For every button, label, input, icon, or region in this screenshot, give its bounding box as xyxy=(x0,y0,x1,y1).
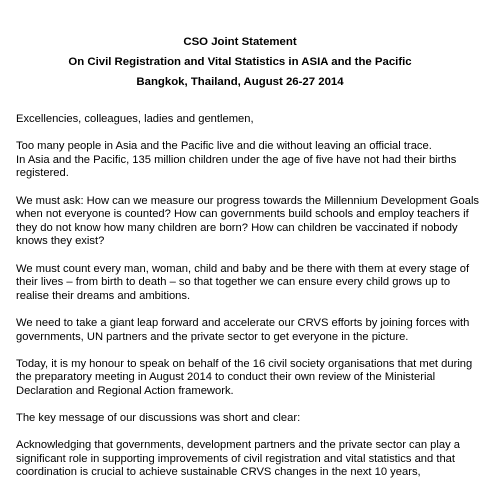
paragraph-key-message xyxy=(16,412,478,426)
text-line: registered. xyxy=(16,167,69,180)
paragraph-official-trace xyxy=(16,140,478,181)
text-line: significant role in supporting improvements of civil registration and vital statistics and that xyxy=(16,452,456,465)
subtitle-line: On Civil Registration and Vital Statistics in ASIA and the Pacific xyxy=(68,56,412,68)
paragraph-acknowledging xyxy=(16,439,478,480)
text-line: governments, UN partners and the private sector to get everyone in the picture. xyxy=(16,330,409,343)
text-line: We must count every man, woman, child and baby and be there with them at every stage of xyxy=(16,262,470,275)
text-line: coordination is crucial to achieve sustainable CRVS changes in the next 10 years, xyxy=(16,466,421,479)
document-title xyxy=(0,32,480,92)
location-date-line: Bangkok, Thailand, August 26-27 2014 xyxy=(136,76,344,88)
text-line: Acknowledging that governments, development partners and the private sector can play a xyxy=(16,439,461,452)
text-line: when not everyone is counted? How can governments build schools and employ teachers if xyxy=(16,208,469,221)
text-line: In Asia and the Pacific, 135 million children under the age of five have not had their births xyxy=(16,153,457,166)
paragraph-today xyxy=(16,358,478,399)
paragraph-giant-leap xyxy=(16,317,478,344)
paragraph-we-must-ask xyxy=(16,195,478,249)
paragraph-salutation xyxy=(16,113,478,127)
text-line: Excellencies, colleagues, ladies and gentlemen, xyxy=(16,113,254,125)
text-line: they do not know how many children are born? How can children be vaccinated if nobody xyxy=(16,221,458,234)
text-line: knows they exist? xyxy=(16,235,105,248)
text-line: their lives – from birth to death – so that together we can ensure every child grows up to xyxy=(16,276,451,289)
text-line: We need to take a giant leap forward and accelerate our CRVS efforts by joining forces with xyxy=(16,316,470,329)
text-line: We must ask: How can we measure our progress towards the Millennium Development Goals xyxy=(16,194,480,207)
document-body xyxy=(16,113,478,494)
paragraph-count-everyone xyxy=(16,263,478,304)
text-line: Declaration and Regional Action framework. xyxy=(16,384,234,397)
text-line: realise their dreams and ambitions. xyxy=(16,289,191,302)
text-line: the preparatory meeting in August 2014 to conduct their own review of the Ministerial xyxy=(16,371,436,384)
title-line: CSO Joint Statement xyxy=(183,36,297,48)
text-line: Too many people in Asia and the Pacific live and die without leaving an official trace. xyxy=(16,140,432,153)
text-line: Today, it is my honour to speak on behalf of the 16 civil society organisations that met during xyxy=(16,357,473,370)
text-line: The key message of our discussions was short and clear: xyxy=(16,412,301,425)
